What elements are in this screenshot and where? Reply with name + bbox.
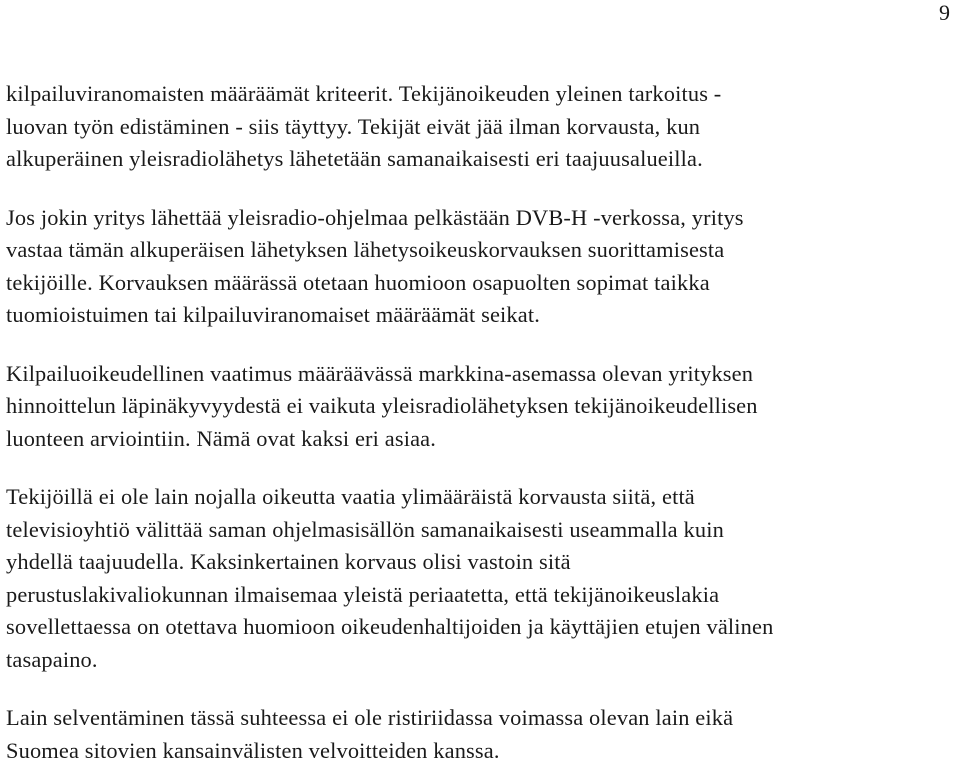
paragraph-3: [6, 358, 951, 456]
text-line: televisioyhtiö välittää saman ohjelmasisällön samanaikaisesti useammalla kuin: [6, 516, 724, 542]
page-number: 9: [939, 0, 950, 25]
text-line: tasapaino.: [6, 646, 98, 672]
text-line: perustuslakivaliokunnan ilmaisemaa yleistä periaatetta, että tekijänoikeuslakia: [6, 581, 720, 607]
text-line: vastaa tämän alkuperäisen lähetyksen lähetysoikeuskorvauksen suorittamisesta: [6, 237, 725, 262]
text-line: alkuperäinen yleisradiolähetys lähetetään samanaikaisesti eri taajuusalueilla.: [6, 146, 703, 171]
text-line: luovan työn edistäminen - siis täyttyy. Tekijät eivät jää ilman korvausta, kun: [6, 113, 701, 139]
paragraph-1: [6, 78, 951, 176]
text-line: tuomioistuimen tai kilpailuviranomaiset määräämät seikat.: [6, 302, 540, 327]
text-line: Lain selventäminen tässä suhteessa ei ole ristiriidassa voimassa olevan lain eikä: [6, 705, 734, 730]
text-line: luonteen arviointiin. Nämä ovat kaksi eri asiaa.: [6, 425, 436, 451]
text-line: tekijöille. Korvauksen määrässä otetaan huomioon osapuolten sopimat taikka: [6, 269, 710, 295]
text-line: hinnoittelun läpinäkyvyydestä ei vaikuta yleisradiolähetyksen tekijänoikeudellisen: [6, 393, 758, 418]
text-line: Suomea sitovien kansainvälisten velvoitteiden kanssa.: [6, 737, 500, 763]
text-line: sovellettaessa on otettava huomioon oikeudenhaltijoiden ja käyttäjien etujen välinen: [6, 614, 774, 639]
text-line: Tekijöillä ei ole lain nojalla oikeutta vaatia ylimääräistä korvausta siitä, että: [6, 484, 695, 509]
text-line: Kilpailuoikeudellinen vaatimus määräävässä markkina-asemassa olevan yrityksen: [6, 360, 754, 386]
document-body: [6, 78, 951, 767]
text-line: yhdellä taajuudella. Kaksinkertainen korvaus olisi vastoin sitä: [6, 549, 571, 574]
text-line: kilpailuviranomaisten määräämät kriteerit. Tekijänoikeuden yleinen tarkoitus -: [6, 81, 722, 106]
text-line: Jos jokin yritys lähettää yleisradio-ohjelmaa pelkästään DVB-H -verkossa, yritys: [6, 204, 744, 230]
paragraph-5: [6, 702, 951, 767]
paragraph-4: [6, 481, 951, 676]
paragraph-2: [6, 202, 951, 332]
